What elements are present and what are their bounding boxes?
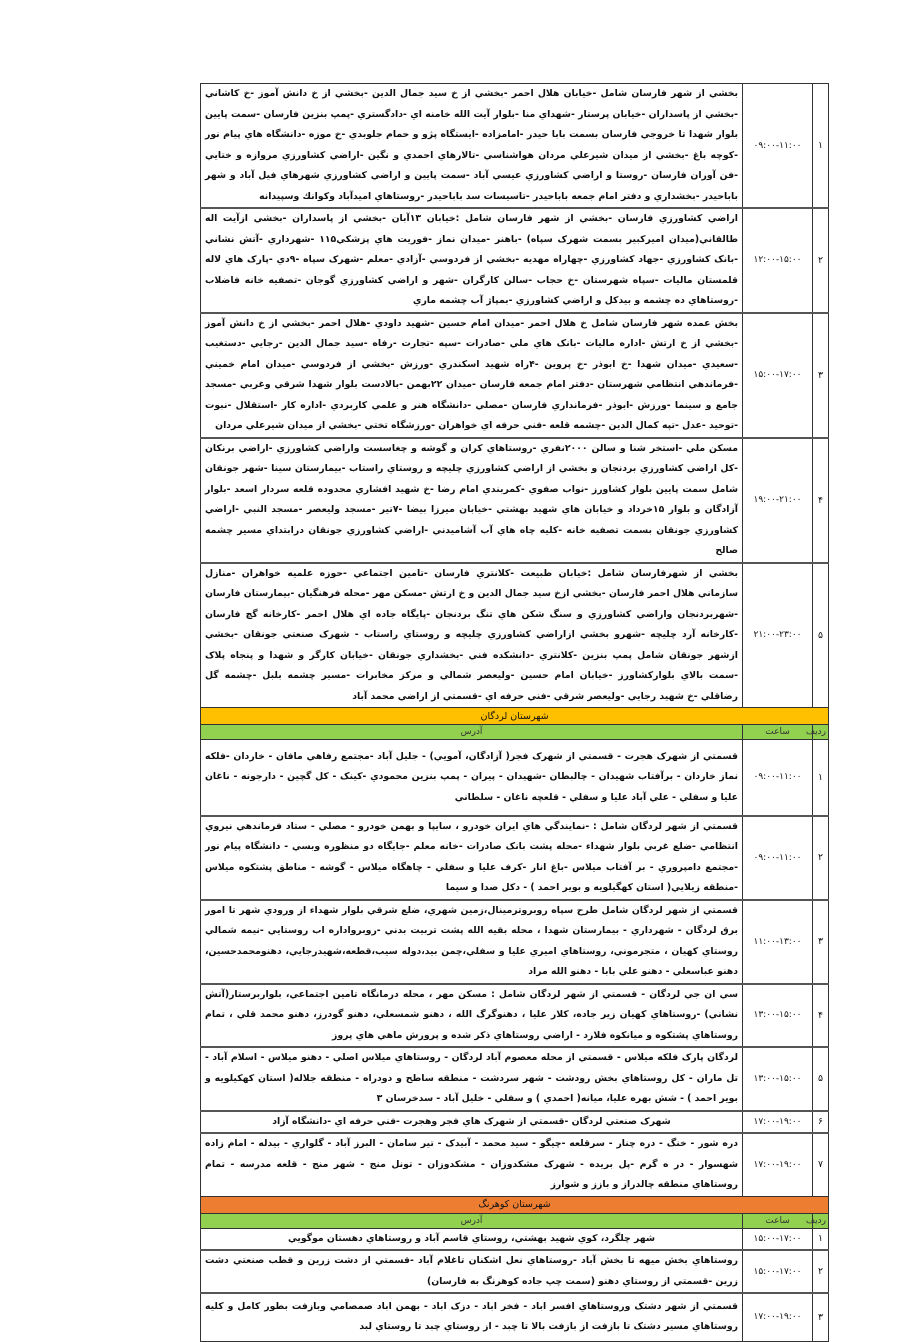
row-number: ۵ — [813, 1047, 829, 1111]
row-number: ۱ — [813, 84, 829, 209]
column-header-row — [201, 725, 829, 740]
address-cell: شهرک صنعتي لردگان -قسمتي از شهرک هاي فجر وهجرت -فني حرفه اي -دانشگاه آزاد — [201, 1111, 743, 1134]
column-header-row — [201, 1213, 829, 1228]
outage-schedule-table — [200, 83, 829, 1342]
time-range: ۲۱:۰۰-۲۳:۰۰ — [743, 563, 813, 708]
address-cell: روستاهاي بخش ميهه تا بخش آباد -روستاهاي نعل اشكنان تاغلام آباد -قسمتي از دشت زرين و قطب صنعتي دشت زرين -قسمتي از روستاي دهنو (سمت چپ جاده كوهرنگ به فارسان) — [201, 1250, 743, 1293]
address-cell: قسمتي از شهر دشتک وروستاهاي افسر اباد - فخر اباد - دزک اباد - بهمن اباد صمصامي وبازفت بطور كامل و كليه روستاهاي مسير دشتک تا بازفت از بازفت بالا تا چبد - از روستاي چبد تا روستاي لبد — [201, 1293, 743, 1341]
table-row — [201, 563, 829, 708]
row-number: ۲ — [813, 816, 829, 900]
address-cell: قسمتي از شهر لردگان شامل طرح سپاه روبروترمينال،زمين شهري، ضلع شرقي بلوار شهداء از ورودي شهر تا امور برق لردگان - شهرداري - بيمارستان شهدا ، محله بقيه الله پشت تربيت بدني -روبرواداره اب روستايي -نيمه شمالي روستاي كهيان ، متجرموني، روستاهاي اميري عليا و سفلي،چمن بيد،دوله سيب،قطعه،شهيدرجايي، دهنومحمدحسين، دهنو عباسعلي - دهنو علي بابا - دهنو الله مراد — [201, 900, 743, 984]
row-number: ۳ — [813, 900, 829, 984]
time-range: ۱۹:۰۰-۲۱:۰۰ — [743, 438, 813, 563]
row-number: ۶ — [813, 1111, 829, 1134]
address-cell: سي ان جي لردگان - قسمتي از شهر لردگان شامل : مسكن مهر ، محله درمانگاه تامين اجتماعي، بلواربرستار(آتش نشاني) -روستاهاي كهيان زير جاده، كلار عليا ، دهنوگرگ الله ، دهنو شمسعلي، دهنو گودرز، دهنو محمد قلي ، تمام روستاهاي پشتكوه و ميانكوه فلارد - اراضي روستاهاي ذكر شده و پرورش ماهي هاي پروز — [201, 984, 743, 1048]
time-range: ۱۵:۰۰-۱۷:۰۰ — [743, 313, 813, 438]
address-cell: اراضي كشاورزي فارسان -بخشي از شهر فارسان شامل :خيابان ۱۳آبان -بخشي از پاسداران -بخشي ازآيت اله طالقاني(ميدان اميركبير بسمت شهرک سپاه) -باهنر -ميدان نماز -فوريت هاي پزشكي۱۱۵ -شهرداري -آتش نشاني -بانک كشاورزي -جهاد كشاورزي -چهاراه مهديه -بخشي از فردوسي -آزادي -معلم -شهرک سپاه -۹دي -پارک هاي لاله قلمستان ماليات -سپاه شهرستان -خ حجاب -سالن كارگران -شهر و اراضي كشاورزي گوجان -تصفيه خانه فاضلاب -روستاهاي ده چشمه و بيدكل و اراضي كشاورزي -بمپاژ آب چشمه ماري — [201, 208, 743, 313]
table-row — [201, 84, 829, 209]
time-range: ۱۲:۰۰-۱۵:۰۰ — [743, 208, 813, 313]
address-cell: لردگان پارک فلكه ميلاس - قسمتي از محله معصوم آباد لردگان - روستاهاي ميلاس اصلي - دهنو ميلاس - اسلام آباد - تل ماران - كل روستاهاي بخش رودشت - شهر سردشت - منطقه ساطح و دودراه - منطقه جلاله( استان كهكيلويه و بوير احمد ) - شش بهره عليا، ميانه( احمدي ) و سفلي - خليل آباد - سدخرسان ۳ — [201, 1047, 743, 1111]
table-row — [201, 816, 829, 900]
address-cell: قسمتي از شهرک هجرت - قسمتي از شهرک فجر( آزادگان، آمويي) - جليل آباد -مجتمع رفاهي مافان - خاردان -فلكه نماز خاردان - برآفتاب شهيدان - چالبطان -شهيدان - پيران - پمپ بنزين محمودي -كينک - كل گچين - دارجونه - ناغان عليا و سفلي - علي آباد عليا و سفلي - قلعچه ناغان - سلطاني — [201, 740, 743, 816]
row-number: ۴ — [813, 438, 829, 563]
time-range: ۰۹:۰۰-۱۱:۰۰ — [743, 740, 813, 816]
row-number: ۵ — [813, 563, 829, 708]
table-row — [201, 1293, 829, 1341]
time-range: ۱۵:۰۰-۱۷:۰۰ — [743, 1250, 813, 1293]
row-number: ۳ — [813, 313, 829, 438]
address-cell: بخش عمده شهر فارسان شامل خ هلال احمر -ميدان امام حسين -شهيد داودي -هلال احمر -بخشي از خ دانش آموز -بخشي از خ ارتش -اداره ماليات -بانک هاي ملي -صادرات -سپه -تجارت -رفاه -سيد جمال الدين -رجايي -دستغيب -سعيدي -ميدان شهدا -خ ابوذر -خ پروين -۴راه شهيد اسكندري -ورزش -بخشي از فردوسي -ميدان امام خميني -فرماندهي انتظامي شهرستان -دفتر امام جمعه فارسان -ميدان ۲۲بهمن -بالادست بلوار شهدا شرقي وغربي -مسجد جامع و سينما -ورزش -ابوذر -فرمانداري فارسان -مصلي -دانشگاه هنر و علمي كاربردي -اداره كار -استقلال -نبوت -توحيد -عدل -تپه كمال الدين -چشمه قلعه -فني حرفه اي خواهران -ورزشگاه تختي -بخشي از ميدان شيرعلي مردان — [201, 313, 743, 438]
row-number: ۲ — [813, 1250, 829, 1293]
table-row — [201, 313, 829, 438]
row-number: ۷ — [813, 1133, 829, 1196]
table-row — [201, 984, 829, 1048]
row-number: ۱ — [813, 740, 829, 816]
address-cell: دره شور - خنگ - دره چنار - سرقلعه -چيگو - سيد محمد - آبيدک - تير سامان - البرز آباد - گلواري - بيدله - امام زاده شهسوار - در ه گرم -پل بريده - شهرک مشكدوزان - مشكدوزان - تونل منج - شهر منج - قلعه مدرسه - تمام روستاهاي منطقه چالدراز و بازز و شوارز — [201, 1133, 743, 1196]
time-range: ۰۹:۰۰-۱۱:۰۰ — [743, 84, 813, 209]
table-row — [201, 1250, 829, 1293]
table-row — [201, 740, 829, 816]
time-range: ۱۵:۰۰-۱۷:۰۰ — [743, 1228, 813, 1250]
table-row — [201, 1228, 829, 1250]
county-section-header — [201, 708, 829, 725]
table-row — [201, 208, 829, 313]
table-row — [201, 1111, 829, 1134]
address-cell: مسكن ملي -استخر شنا و سالن ۲۰۰۰نفري -روستاهاي كران و گوشه و چغاسست واراضي كشاورزي -اراضي برنكان -كل اراضي كشاورزي بردنجان و بخشي از اراضي كشاورزي چليچه و روستاي راستاب -بيمارستان سينا -شهر جونقان شامل سمت پايين بلوار كشاورز -نواب صفوي -كمربندي امام رضا -خ شهيد افشاري محدوده قلعه سردار اسعد -بلوار آزادگان و بلوار ۱۵خرداد و خيابان هاي شهيد بهشتي -خيابان ميرزا بيضا -۷تير -مسجد وليعصر -مسجد النبي -اراضي كشاورزي جونقان بسمت تصفيه خانه -كليه چاه هاي آب آشاميدني -اراضي كشاورزي جونقان درابتداي مسير چشمه صالح — [201, 438, 743, 563]
time-range: ۱۳:۰۰-۱۵:۰۰ — [743, 1047, 813, 1111]
county-title: شهرستان لردگان — [201, 708, 829, 725]
header-address: آدرس — [201, 1213, 743, 1228]
header-row-number: ردیف — [813, 725, 829, 740]
row-number: ۳ — [813, 1293, 829, 1341]
time-range: ۱۷:۰۰-۱۹:۰۰ — [743, 1293, 813, 1341]
table-row — [201, 438, 829, 563]
county-section-header — [201, 1196, 829, 1213]
time-range: ۱۳:۰۰-۱۵:۰۰ — [743, 984, 813, 1048]
address-cell: بخشي از شهرفارسان شامل :خيابان طبيعت -كلانتري فارسان -تامين اجتماعي -حوزه علميه خواهران -منازل سازماني هلال احمر فارسان -بخشي ازخ سيد جمال الدين و خ ارتش -مسكن مهر -محله فرهنگيان -بيمارستان فارسان -شهربردنجان واراضي كشاورزي و سنگ شكن هاي تنگ بردنجان -پايگاه جاده اي هلال احمر -كارخانه گچ فارسان -كارخانه آرد چليچه -شهرو بخشي ازاراضي كشاورزي چليچه و روستاي راستاب - شهرک صنعتي جونقان -بخشي ازشهر جونقان شامل پمپ بنزين -كلانتري -دانشكده فني -بخشداري جونقان -خيابان كارگر و شهدا و پنجاه پلاک -سمت بالاي بلواركشاورز -خيابان امام حسين -وليعصر شمالي و مركز مخابرات -مسير چشمه بلبل -چشمه گل رضاقلي -خ شهيد رجايي -وليعصر شرقي -فني حرفه اي -قسمتي از اراضي محمد آباد — [201, 563, 743, 708]
table-row — [201, 1047, 829, 1111]
header-time: ساعت — [743, 1213, 813, 1228]
address-cell: بخشي از شهر فارسان شامل -خيابان هلال احمر -بخشي از خ سيد جمال الدين -بخشي از خ دانش آموز -خ كاشاني -بخشي از پاسداران -خيابان پرستار -شهداي منا -بلوار آيت الله خامنه اي -دادگستري -پمپ بنزين فارسان -سمت پايين بلوار شهدا تا خروجي فارسان بسمت بابا حيدر -امامزاده -ايستگاه پژو و حمام جلوبدي -خ موزه -دانشگاه هاي پيام نور -كوچه باغ -بخشي از ميدان شيرعلي مردان هواشناسي -تالارهاي احمدي و نگين -اراضي كشاورزي مروازه و ختايي -فن آوران فارسان -روستا و اراضي كشاورزي عيسي آباد -سمت پايين و اراضي كشاورزي شهرهاي فيل آباد و شهر باباحيدر -بخشداري و دفتر امام جمعه باباحيدر -تاسيسات سد باباحيدر -روستاهاي اميدآباد وكوانك وسپيدانه — [201, 84, 743, 209]
row-number: ۲ — [813, 208, 829, 313]
header-row-number: ردیف — [813, 1213, 829, 1228]
header-address: آدرس — [201, 725, 743, 740]
time-range: ۱۷:۰۰-۱۹:۰۰ — [743, 1133, 813, 1196]
time-range: ۰۹:۰۰-۱۱:۰۰ — [743, 816, 813, 900]
row-number: ۱ — [813, 1228, 829, 1250]
county-title: شهرستان کوهرنگ — [201, 1196, 829, 1213]
row-number: ۴ — [813, 984, 829, 1048]
table-row — [201, 1133, 829, 1196]
address-cell: شهر چلگرد، كوي شهيد بهشتي، روستاي قاسم آباد و روستاهاي دهستان موگويي — [201, 1228, 743, 1250]
time-range: ۱۷:۰۰-۱۹:۰۰ — [743, 1111, 813, 1134]
table-row — [201, 900, 829, 984]
address-cell: قسمتي از شهر لردگان شامل : -نمايندگي هاي ايران خودرو ، سايپا و بهمن خودرو - مصلي - ستاد فرماندهي نيروي انتظامي -ضلع غربي بلوار شهداء -محله پشت بانک صادرات -خانه معلم -جايگاه دو منظوره وبسي - دانشگاه پيام نور -مجتمع دامپروري - بر آفتاب ميلاس -باغ انار -كرف عليا و سفلي - چاهگاه ميلاس - گوشه - مناطق پشتكوه ميلاس -منطقه زيلايي( استان كهگيلويه و بوير احمد ) - دكل صدا و سيما — [201, 816, 743, 900]
header-time: ساعت — [743, 725, 813, 740]
time-range: ۱۱:۰۰-۱۳:۰۰ — [743, 900, 813, 984]
